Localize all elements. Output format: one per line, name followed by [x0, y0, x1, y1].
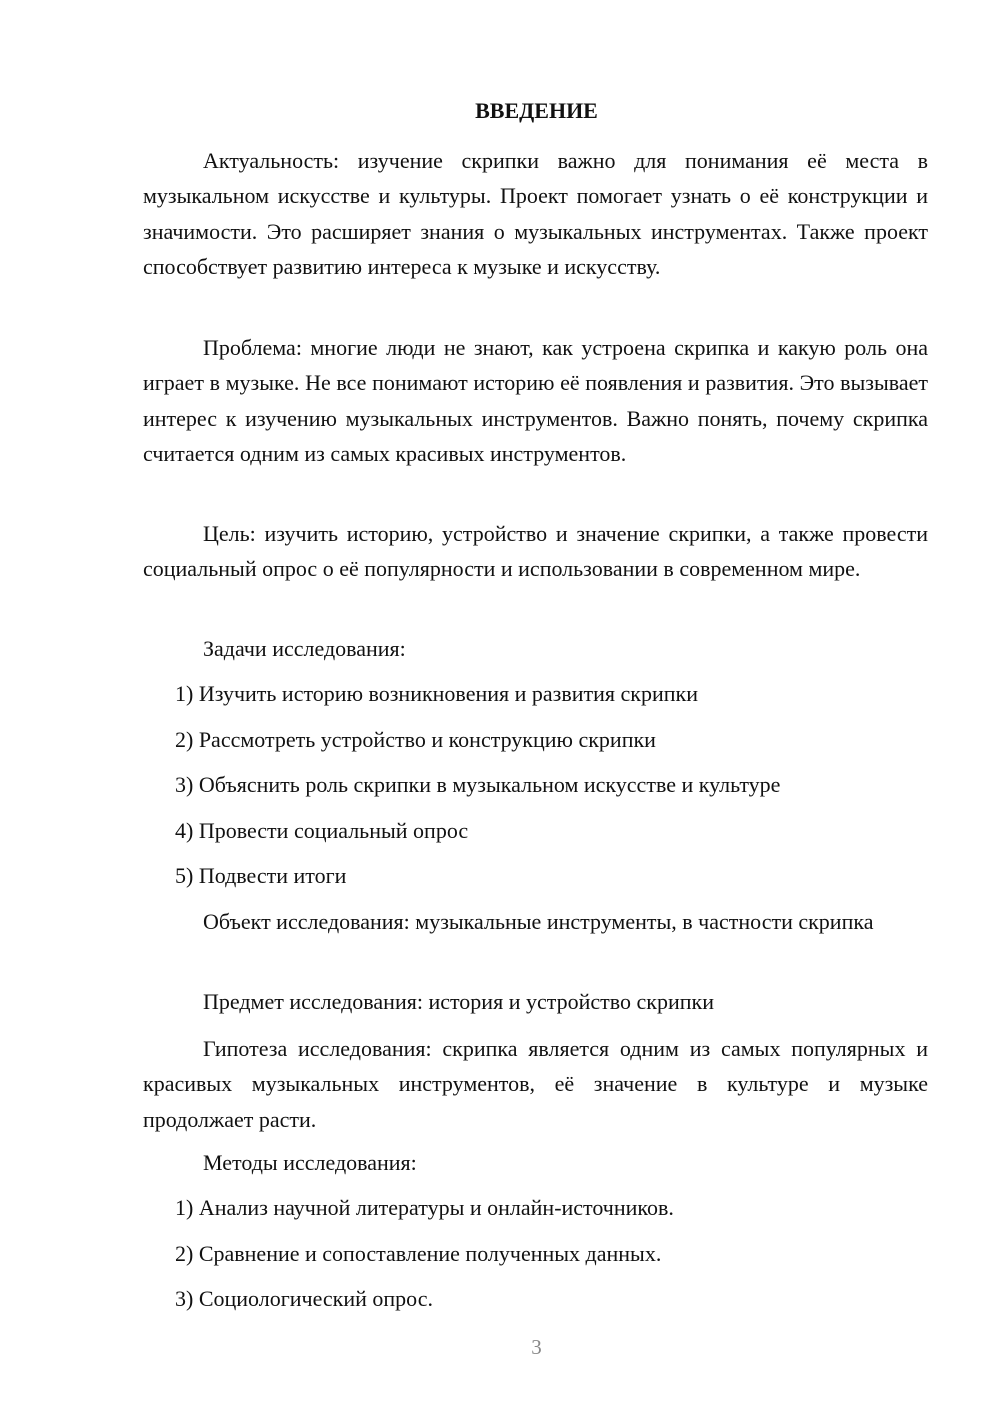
- goal-paragraph: Цель: изучить историю, устройство и значение скрипки, а также провести социальный опрос о её популярности и использовании в современном мире.: [143, 521, 928, 582]
- method-item: 1) Анализ научной литературы и онлайн-источников.: [175, 1195, 674, 1220]
- subject-paragraph: Предмет исследования: история и устройство скрипки: [203, 989, 714, 1014]
- task-item: 4) Провести социальный опрос: [175, 818, 469, 843]
- task-item: 2) Рассмотреть устройство и конструкцию скрипки: [175, 727, 656, 752]
- object-paragraph: Объект исследования: музыкальные инструменты, в частности скрипка: [203, 909, 874, 934]
- problem-paragraph: Проблема: многие люди не знают, как устроена скрипка и какую роль она играет в музыке. Не все понимают историю её появления и развития. Это вызывает интерес к изучению музыкальных инструментов. Важно понять, почему скрипка считается одним из самых красивых инструментов.: [143, 335, 928, 466]
- method-item: 3) Социологический опрос.: [175, 1286, 433, 1311]
- page-heading: ВВЕДЕНИЕ: [475, 98, 598, 123]
- method-item: 2) Сравнение и сопоставление полученных данных.: [175, 1241, 662, 1266]
- hypothesis-paragraph: Гипотеза исследования: скрипка является одним из самых популярных и красивых музыкальных инструментов, её значение в культуре и музыке продолжает расти.: [143, 1036, 928, 1132]
- relevance-paragraph: Актуальность: изучение скрипки важно для понимания её места в музыкальном искусстве и культуры. Проект помогает узнать о её конструкции и значимости. Это расширяет знания о музыкальных инструментах. Также проект способствует развитию интереса к музыке и искусству.: [143, 148, 928, 279]
- tasks-title: Задачи исследования:: [203, 636, 406, 661]
- methods-title: Методы исследования:: [203, 1150, 417, 1175]
- task-item: 1) Изучить историю возникновения и развития скрипки: [175, 681, 698, 706]
- page-number: 3: [531, 1335, 542, 1359]
- task-item: 3) Объяснить роль скрипки в музыкальном искусстве и культуре: [175, 772, 781, 797]
- task-item: 5) Подвести итоги: [175, 863, 347, 888]
